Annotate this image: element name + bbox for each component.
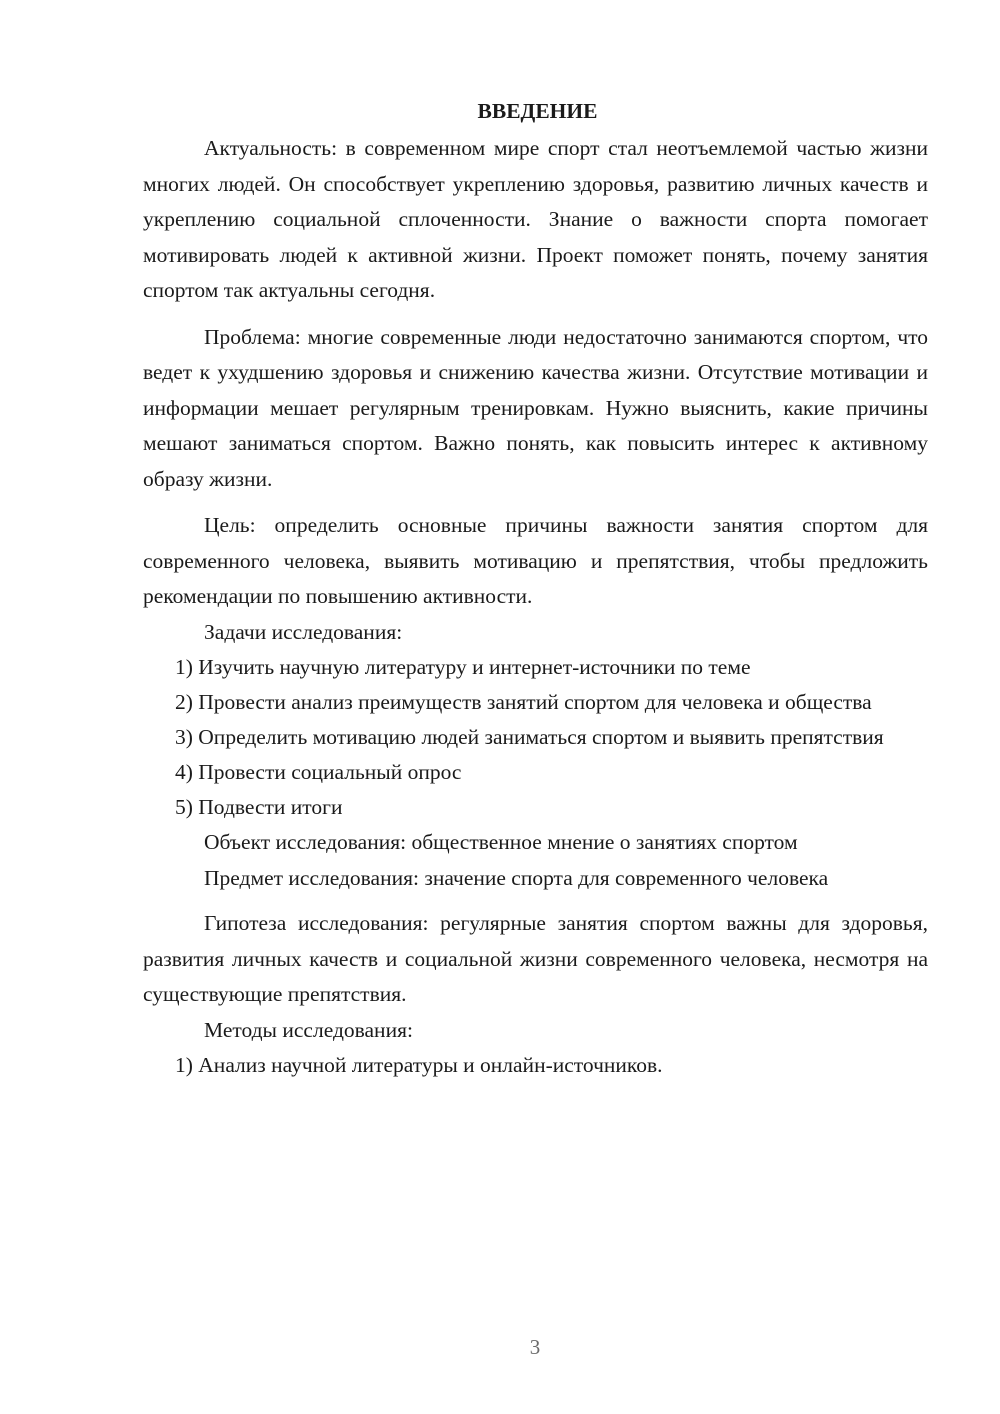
relevance-paragraph: Актуальность: в современном мире спорт стал неотъемлемой частью жизни многих людей. Он способствует укреплению здоровья, развитию личных качеств и укреплению социальной сплоченности. Знание о важности спорта помогает мотивировать людей к активной жизни. Проект поможет понять, почему занятия спортом так актуальны сегодня.	[143, 136, 928, 302]
task-item: 5) Подвести итоги	[175, 795, 343, 819]
research-subject: Предмет исследования: значение спорта для современного человека	[204, 865, 829, 890]
method-item: 1) Анализ научной литературы и онлайн-источников.	[175, 1053, 663, 1077]
task-item: 1) Изучить научную литературу и интернет-источники по теме	[175, 655, 751, 679]
page-number: 3	[529, 1335, 541, 1359]
section-title: ВВЕДЕНИЕ	[477, 99, 598, 123]
hypothesis-paragraph: Гипотеза исследования: регулярные занятия спортом важны для здоровья, развития личных качеств и социальной жизни современного человека, несмотря на существующие препятствия.	[143, 911, 928, 1006]
problem-paragraph: Проблема: многие современные люди недостаточно занимаются спортом, что ведет к ухудшению здоровья и снижению качества жизни. Отсутствие мотивации и информации мешает регулярным тренировкам. Нужно выяснить, какие причины мешают заниматься спортом. Важно понять, как повысить интерес к активному образу жизни.	[143, 324, 928, 491]
methods-heading: Методы исследования:	[204, 1017, 413, 1042]
task-item: 3) Определить мотивацию людей заниматься спортом и выявить препятствия	[175, 725, 884, 749]
tasks-heading: Задачи исследования:	[204, 619, 403, 644]
task-item: 4) Провести социальный опрос	[175, 760, 462, 784]
task-item: 2) Провести анализ преимуществ занятий спортом для человека и общества	[175, 690, 872, 714]
goal-paragraph: Цель: определить основные причины важности занятия спортом для современного человека, выявить мотивацию и препятствия, чтобы предложить рекомендации по повышению активности.	[143, 513, 928, 608]
document-body	[143, 96, 928, 1083]
research-object: Объект исследования: общественное мнение о занятиях спортом	[204, 830, 798, 854]
